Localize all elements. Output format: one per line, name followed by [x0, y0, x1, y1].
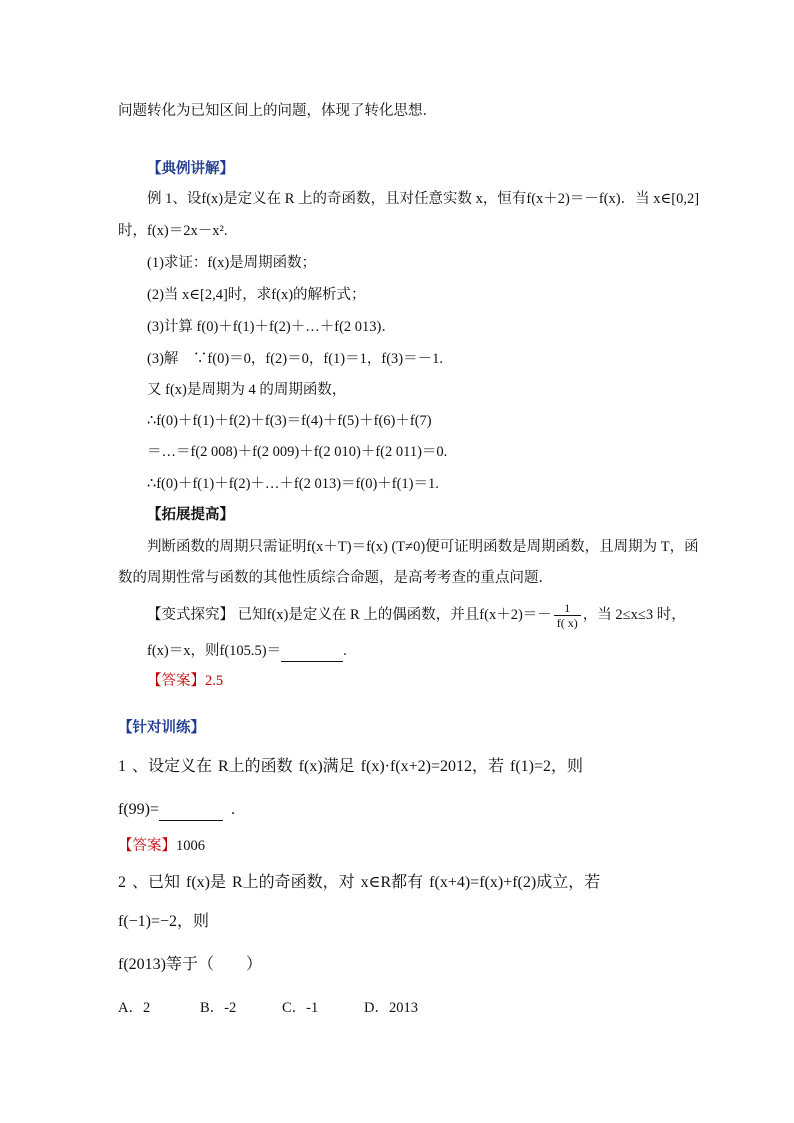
solution-line-4: ＝…＝f(2 008)＋f(2 009)＋f(2 010)＋f(2 011)＝0. — [147, 444, 448, 460]
problem1-answer — [118, 836, 205, 856]
problem2-line2: f(−1)=−2，则 — [118, 913, 210, 930]
question-1: (1)求证：f(x)是周期函数； — [147, 255, 317, 271]
answer-label: 【答案】 — [147, 673, 205, 689]
problem1-text-a: f(99)= — [118, 801, 160, 818]
variant-text-c: f(x)＝x，则f(105.5)＝ — [147, 643, 282, 659]
option-d[interactable]: D．2013 — [364, 1000, 418, 1016]
example1-line1: 例 1、设f(x)是定义在 R 上的奇函数，且对任意实数 x，恒有f(x＋2)＝－f(x)．当 x∈[0,2] — [147, 191, 700, 207]
intro-line: 问题转化为已知区间上的问题，体现了转化思想． — [118, 103, 437, 119]
option-c[interactable]: C．-1 — [282, 1000, 319, 1016]
problem1-blank — [159, 800, 223, 821]
problem2-options — [118, 998, 446, 1018]
fraction-denominator: f( x) — [556, 616, 578, 631]
problem1-answer-value: 1006 — [176, 838, 205, 854]
solution-line-3: ∴f(0)＋f(1)＋f(2)＋f(3)＝f(4)＋f(5)＋f(6)＋f(7) — [147, 413, 432, 429]
variant-text-a: 已知f(x)是定义在 R 上的偶函数，并且f(x＋2)＝－ — [234, 607, 552, 623]
example1-line2: 时，f(x)＝2x－x². — [118, 223, 228, 239]
problem1-line2 — [118, 800, 235, 821]
problem1-text-b: . — [231, 801, 236, 818]
solution-line-5: ∴f(0)＋f(1)＋f(2)＋…＋f(2 013)＝f(0)＋f(1)＝1. — [147, 476, 439, 492]
question-2: (2)当 x∈[2,4]时，求f(x)的解析式； — [147, 287, 366, 303]
option-a[interactable]: A．2 — [118, 1000, 151, 1016]
variant-line-1 — [147, 599, 686, 631]
option-b[interactable]: B．-2 — [200, 1000, 237, 1016]
training-heading: 【针对训练】 — [118, 720, 205, 736]
variant-line-2 — [147, 641, 347, 662]
variant-answer — [147, 671, 223, 691]
variant-label: 【变式探究】 — [147, 607, 234, 623]
variant-fraction — [554, 601, 581, 630]
problem1-answer-label: 【答案】 — [118, 838, 176, 854]
problem2-line3: f(2013)等于（ ） — [118, 956, 262, 973]
variant-text-b: ，当 2≤x≤3 时， — [582, 607, 686, 623]
problem2-line1: 2 、已知 f(x)是 R上的奇函数，对 x∈R都有 f(x+4)=f(x)+f(2)成立，若 — [118, 874, 601, 891]
answer-blank — [281, 641, 343, 662]
solution-line-2: 又 f(x)是周期为 4 的周期函数， — [147, 382, 347, 398]
question-3: (3)计算 f(0)＋f(1)＋f(2)＋…＋f(2 013)． — [147, 319, 396, 335]
extension-line-2: 数的周期性常与函数的其他性质综合命题，是高考考查的重点问题． — [118, 570, 553, 586]
example-section-heading: 【典例讲解】 — [147, 161, 234, 177]
answer-value: 2.5 — [205, 673, 224, 689]
problem1-line1: 1 、设定义在 R上的函数 f(x)满足 f(x)·f(x+2)=2012，若 f(1)=2，则 — [118, 758, 584, 775]
extension-line-1: 判断函数的周期只需证明f(x＋T)＝f(x) (T≠0)便可证明函数是周期函数，且周期为 T，函 — [147, 539, 699, 555]
fraction-numerator: 1 — [554, 601, 581, 616]
extension-heading: 【拓展提高】 — [147, 507, 234, 523]
solution-line-1: (3)解 ∵f(0)＝0，f(2)＝0，f(1)＝1，f(3)＝－1. — [147, 351, 443, 367]
variant-text-d: . — [343, 643, 347, 659]
